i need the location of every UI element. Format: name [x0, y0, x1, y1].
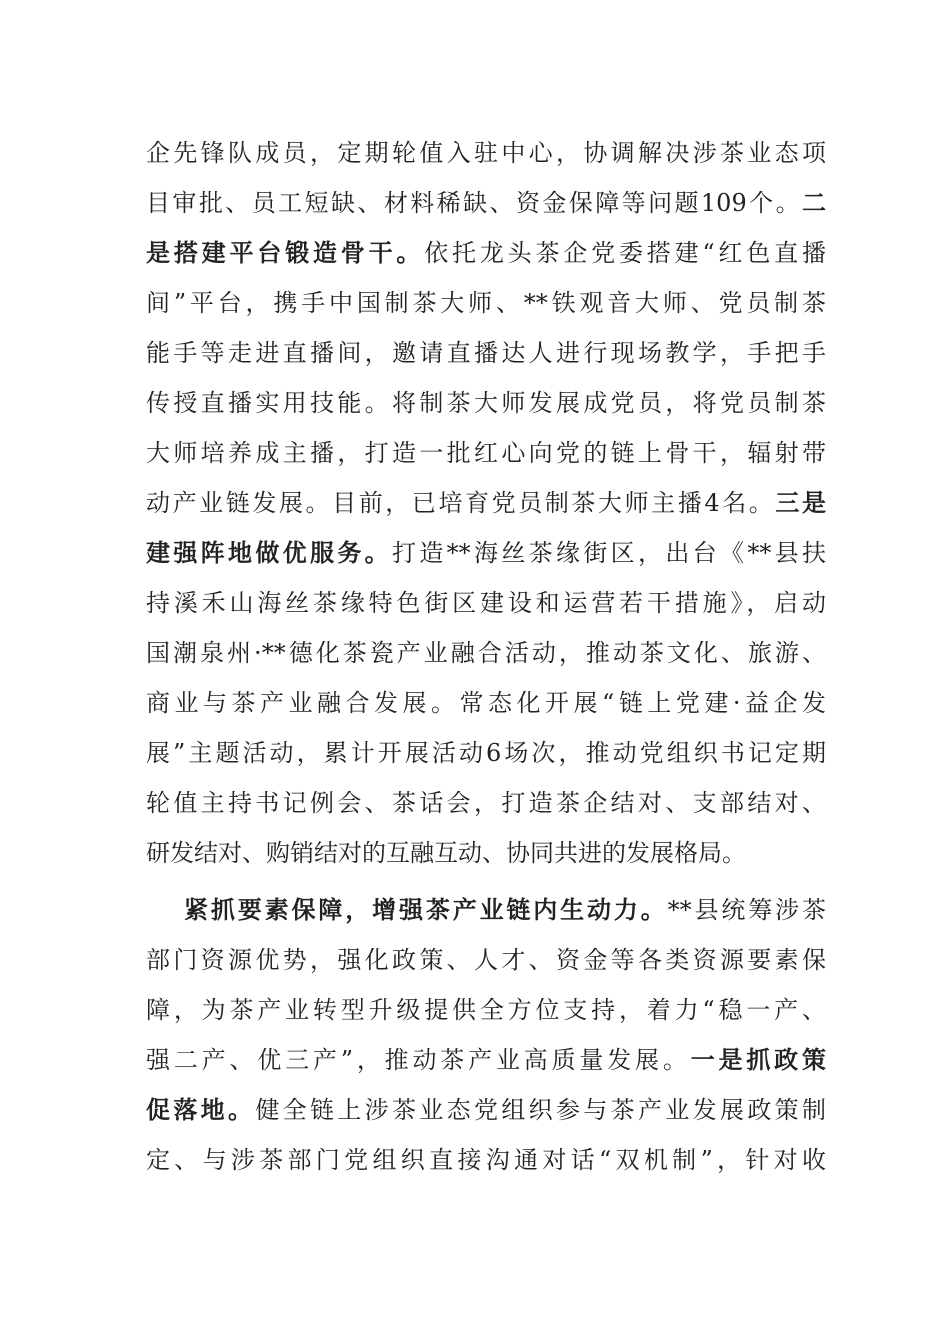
text-run: 依托龙头茶企党委搭建“红色直播 [424, 239, 826, 267]
text-run: 研发结对、购销结对的互融互动、协同共进的发展格局。 [146, 839, 746, 867]
text-line [146, 328, 826, 378]
bold-run: 一是抓政策 [690, 1045, 826, 1074]
text-line [146, 628, 826, 678]
text-run: 企先锋队成员，定期轮值入驻中心，协调解决涉茶业态项 [146, 139, 826, 167]
text-run: 目审批、员工短缺、材料稀缺、资金保障等问题109个。 [146, 189, 802, 217]
bold-heading-second: 是搭建平台锻造骨干。 [146, 238, 425, 267]
text-run: 轮值主持书记例会、茶话会，打造茶企结对、支部结对、 [146, 789, 826, 817]
text-line [146, 378, 826, 428]
text-line [146, 428, 826, 478]
text-line [146, 828, 826, 878]
text-line [146, 935, 826, 985]
text-run: 商业与茶产业融合发展。常态化开展“链上党建·益企发 [146, 689, 826, 717]
text-line [146, 885, 826, 935]
text-line [146, 1085, 826, 1135]
bold-paragraph-heading: 紧抓要素保障，增强茶产业链内生动力。 [184, 895, 668, 924]
text-run: 健全链上涉茶业态党组织参与茶产业发展政策制 [255, 1096, 827, 1124]
text-line [146, 128, 826, 178]
text-run: 强二产、优三产”，推动茶产业高质量发展。 [146, 1046, 691, 1074]
text-line [146, 1135, 826, 1185]
text-run: 持溪禾山海丝茶缘特色街区建设和运营若干措施》，启动 [146, 589, 826, 617]
text-run: 部门资源优势，强化政策、人才、资金等各类资源要素保 [146, 946, 826, 974]
bold-run: 三是 [775, 488, 826, 517]
text-run: **县统筹涉茶 [667, 896, 827, 924]
text-run: 打造**海丝茶缘街区，出台《**县扶 [392, 539, 826, 567]
bold-heading-third: 建强阵地做优服务。 [146, 538, 392, 567]
bold-heading-first: 促落地。 [146, 1095, 256, 1124]
text-line [146, 678, 826, 728]
text-line [146, 985, 826, 1035]
text-run: 能手等走进直播间，邀请直播达人进行现场教学，手把手 [146, 339, 826, 367]
text-line [146, 1035, 826, 1085]
text-line [146, 278, 826, 328]
text-run: 间”平台，携手中国制茶大师、**铁观音大师、党员制茶 [146, 289, 826, 317]
text-run: 大师培养成主播，打造一批红心向党的链上骨干，辐射带 [146, 439, 826, 467]
text-line [146, 528, 826, 578]
text-line [146, 728, 826, 778]
text-line [146, 228, 826, 278]
text-run: 障，为茶产业转型升级提供全方位支持，着力“稳一产、 [146, 996, 826, 1024]
text-line [146, 578, 826, 628]
text-run: 展”主题活动，累计开展活动6场次，推动党组织书记定期 [146, 739, 826, 767]
text-line [146, 478, 826, 528]
text-run: 定、与涉茶部门党组织直接沟通对话“双机制”，针对收 [146, 1146, 826, 1174]
text-run: 动产业链发展。目前，已培育党员制茶大师主播4名。 [146, 489, 776, 517]
text-run: 国潮泉州·**德化茶瓷产业融合活动，推动茶文化、旅游、 [146, 639, 826, 667]
text-line [146, 178, 826, 228]
text-line [146, 778, 826, 828]
bold-run: 二 [802, 188, 826, 217]
text-run: 传授直播实用技能。将制茶大师发展成党员，将党员制茶 [146, 389, 826, 417]
